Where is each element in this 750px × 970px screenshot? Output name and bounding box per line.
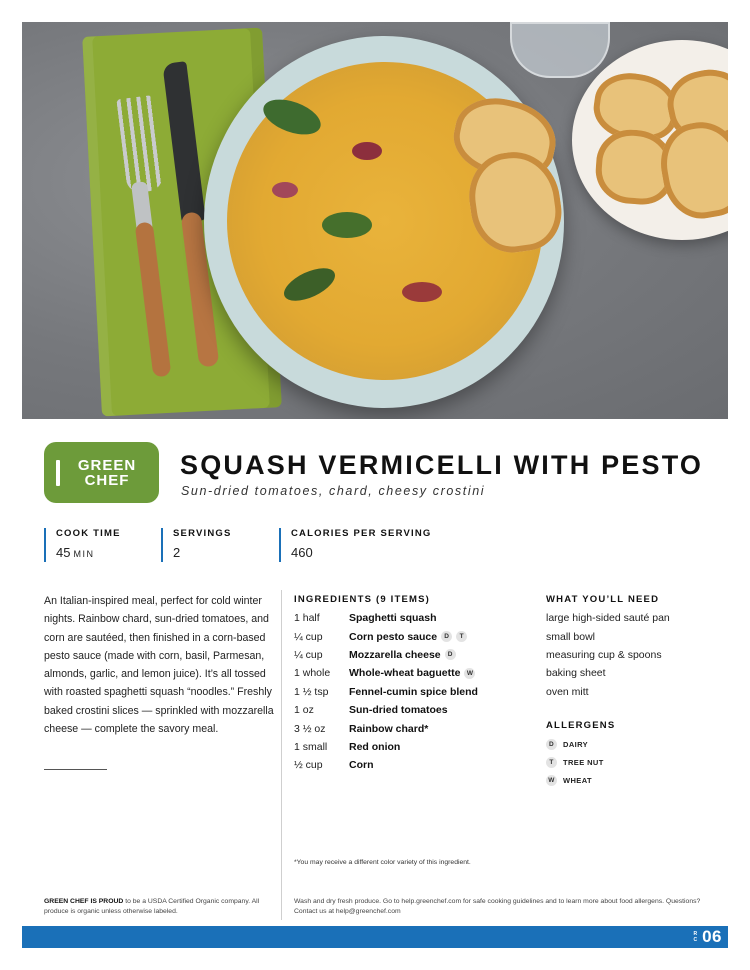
footnote: *You may receive a different color variety of this ingredient. (294, 859, 471, 866)
ingredient-row (294, 683, 534, 701)
ingredient-row (294, 756, 534, 774)
stat-servings (161, 528, 232, 562)
allergen-badge: W (546, 775, 557, 786)
ingredient-row (294, 627, 534, 645)
calories-label: CALORIES PER SERVING (291, 528, 432, 539)
page-number-block (692, 927, 722, 947)
allergen-badge: W (464, 668, 475, 679)
sun-dried-tomato (352, 142, 382, 160)
allergen-badge: D (441, 631, 452, 642)
ingredient-name: Corn pesto sauce (349, 630, 438, 643)
equipment-list (546, 609, 726, 701)
ingredient-name: Mozzarella cheese (349, 648, 441, 661)
ingredient-row (294, 719, 534, 737)
ingredient-qty: 1 whole (294, 667, 331, 680)
ingredient-name: Rainbow chard* (349, 722, 429, 735)
ingredient-name: Red onion (349, 740, 401, 753)
organic-note-bold: GREEN CHEF IS PROUD (44, 898, 124, 905)
equipment-item: oven mitt (546, 685, 589, 698)
ingredient-row (294, 609, 534, 627)
stat-calories (279, 528, 432, 562)
stat-cook-time (44, 528, 121, 562)
allergen-badge: D (445, 649, 456, 660)
allergen-badge: D (546, 739, 557, 750)
green-chef-logo (44, 442, 159, 503)
chard (322, 212, 372, 238)
allergens-heading: ALLERGENS (546, 720, 616, 731)
allergen-badge: T (546, 757, 557, 768)
logo-bar (56, 460, 60, 486)
equipment-item: baking sheet (546, 667, 606, 680)
ingredient-row (294, 646, 534, 664)
cook-time-value (56, 545, 121, 560)
description-divider (44, 769, 107, 770)
page-number: 06 (702, 927, 722, 946)
ingredient-qty: 1 ½ tsp (294, 685, 329, 698)
calories-value: 460 (291, 545, 313, 560)
allergen-row (546, 753, 726, 771)
allergen-badge: T (456, 631, 467, 642)
page-mark: R C (693, 931, 698, 943)
allergen-label: WHEAT (563, 776, 592, 786)
ingredient-name: Spaghetti squash (349, 612, 437, 625)
recipe-subtitle: Sun-dried tomatoes, chard, cheesy crostini (181, 484, 486, 498)
equipment-item: measuring cup & spoons (546, 648, 662, 661)
ingredient-qty: 1 oz (294, 704, 314, 717)
recipe-title: SQUASH VERMICELLI WITH PESTO (180, 450, 704, 480)
equipment-item: small bowl (546, 630, 596, 643)
ingredient-name: Whole-wheat baguette (349, 667, 461, 680)
ingredient-qty: 1 small (294, 740, 328, 753)
allergen-row (546, 772, 726, 790)
water-glass (510, 22, 610, 78)
red-onion (272, 182, 298, 198)
equipment-item: large high-sided sauté pan (546, 612, 670, 625)
ingredients-list (294, 609, 534, 775)
ingredient-row (294, 664, 534, 682)
logo-line2: CHEF (84, 471, 130, 489)
safety-note: Wash and dry fresh produce. Go to help.greenchef.com for safe cooking guidelines and to learn more about food allergens. Questions? Contact us at help@greenchef.com (294, 898, 701, 915)
hero-photo (22, 22, 728, 419)
ingredient-row (294, 701, 534, 719)
bottom-bar (22, 926, 728, 948)
organic-note-text: to be a USDA Certified Organic company. All produce is organic unless otherwise labeled. (44, 898, 260, 915)
logo-text (76, 458, 138, 488)
organic-note (44, 897, 274, 917)
servings-value: 2 (173, 545, 181, 560)
ingredient-row (294, 738, 534, 756)
allergen-label: DAIRY (563, 739, 589, 749)
ingredient-qty: ¼ cup (294, 648, 323, 661)
column-divider (281, 590, 282, 920)
ingredient-name: Sun-dried tomatoes (349, 704, 448, 717)
equipment-heading: WHAT YOU’LL NEED (546, 594, 660, 605)
allergen-row (546, 735, 726, 753)
allergens-list (546, 735, 726, 790)
ingredients-heading: INGREDIENTS (9 ITEMS) (294, 594, 431, 605)
servings-label: SERVINGS (173, 528, 232, 539)
ingredient-qty: ½ cup (294, 759, 323, 772)
ingredient-qty: 3 ½ oz (294, 722, 326, 735)
ingredient-name: Fennel-cumin spice blend (349, 685, 478, 698)
cook-time-number: 45 (56, 545, 71, 560)
logo-line1: GREEN (77, 456, 137, 474)
recipe-description: An Italian-inspired meal, perfect for cold winter nights. Rainbow chard, sun-dried tomatoes, and corn are sautéed, then finished in a corn-based pesto sauce (made with corn, basil, Parmesan, almonds, garlic, and lemon juice). It’s all tossed with roasted spaghetti squash “noodles.” Freshly baked crostini slices — sprinkled with mozzarella cheese — complete the savory meal. (44, 595, 274, 736)
allergen-label: TREE NUT (563, 758, 604, 768)
ingredient-qty: ¼ cup (294, 630, 323, 643)
ingredient-name: Corn (349, 759, 374, 772)
ingredient-qty: 1 half (294, 612, 320, 625)
cook-time-label: COOK TIME (56, 528, 121, 539)
cook-time-unit: MIN (73, 549, 95, 559)
sun-dried-tomato (402, 282, 442, 302)
